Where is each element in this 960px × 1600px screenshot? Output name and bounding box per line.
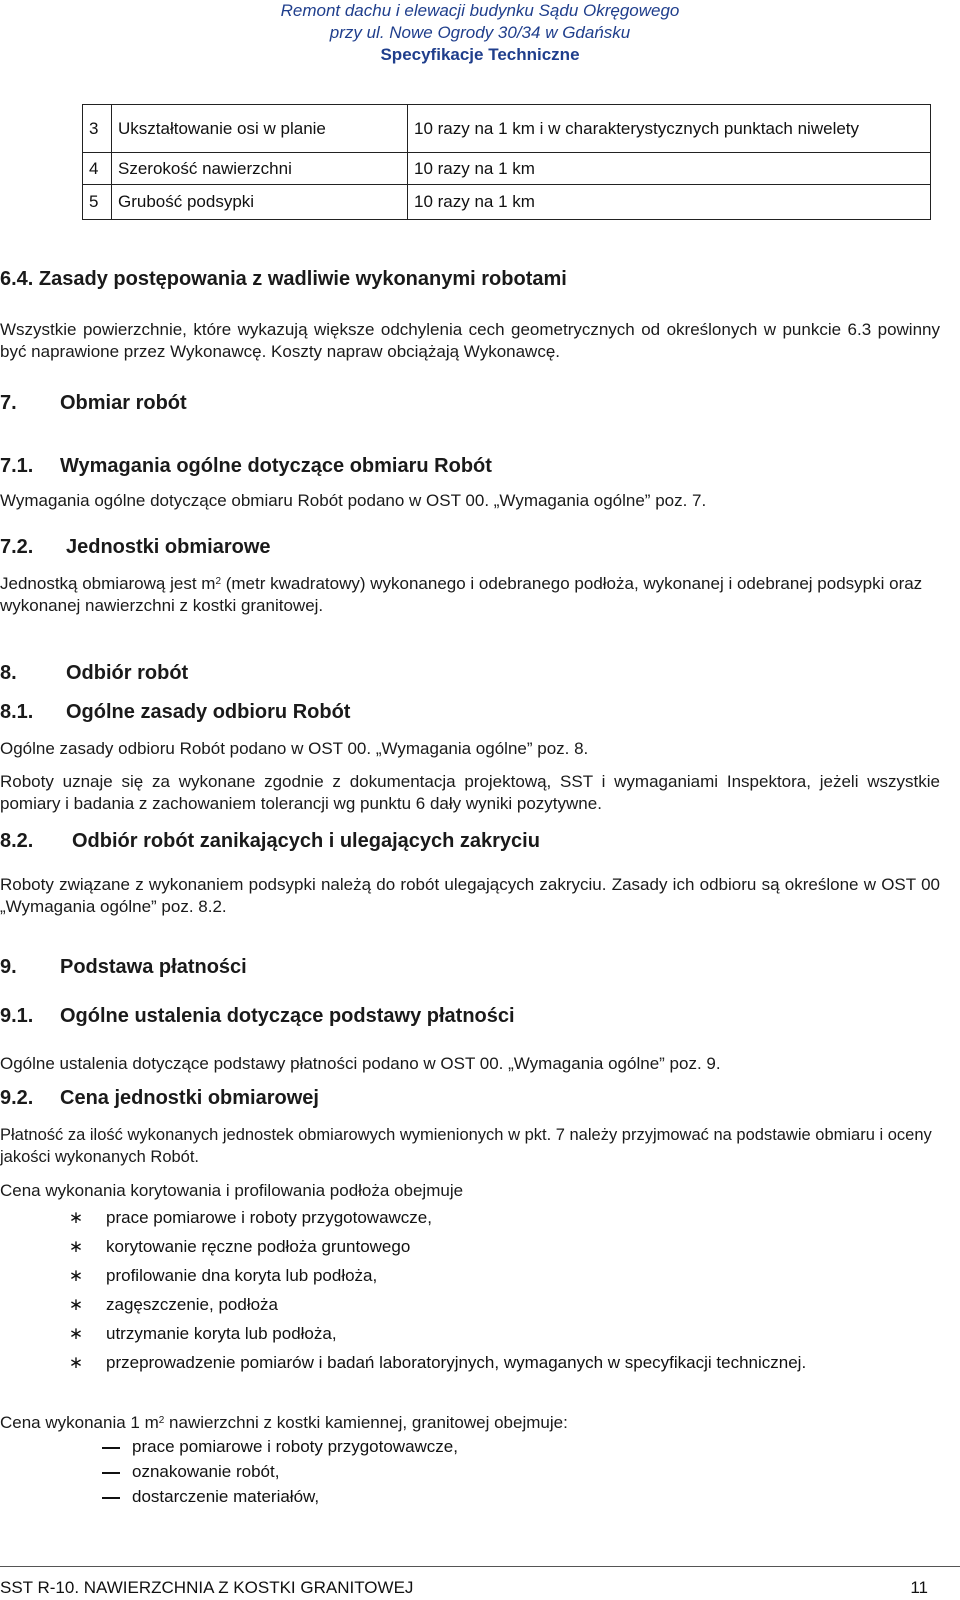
work-list-2 xyxy=(102,1436,458,1511)
section-number: 7.1. xyxy=(0,455,34,477)
section-9-heading xyxy=(0,956,247,979)
section-title: Jednostki obmiarowe xyxy=(66,536,271,558)
text-part: (metr kwadratowy) wykonanego i odebranego podłoża, wykonanej i odebranej podsypki oraz wykonanej nawierzchni z kostki granitowej. xyxy=(0,574,923,615)
text-part: Jednostką obmiarową jest m xyxy=(0,574,216,593)
row-name: Grubość podsypki xyxy=(112,185,408,220)
section-number: 7.2. xyxy=(0,536,34,558)
list-item-text: prace pomiarowe i roboty przygotowawcze, xyxy=(106,1208,432,1227)
list-item-text: dostarczenie materiałów, xyxy=(132,1487,320,1506)
text-part: nawierzchni z kostki kamiennej, granitowej obejmuje: xyxy=(164,1413,568,1432)
section-8-1-text-2: Roboty uznaje się za wykonane zgodnie z dokumentacja projektową, SST i wymaganiami Inspektora, jeżeli wszystkie pomiary i badania z zachowaniem tolerancji wg punktu 6 dały wyniki pozytywne. xyxy=(0,772,940,813)
header-line-2: przy ul. Nowe Ogrody 30/34 w Gdańsku xyxy=(329,23,631,42)
asterisk-icon: ∗ xyxy=(68,1353,84,1372)
list-item xyxy=(102,1461,458,1486)
row-number: 5 xyxy=(83,185,112,220)
section-number: 8.1. xyxy=(0,701,34,723)
section-8-2-text: Roboty związane z wykonaniem podsypki należą do robót ulegających zakryciu. Zasady ich odbioru są określone w OST 00 „Wymagania ogólne” poz. 8.2. xyxy=(0,875,940,916)
asterisk-icon: ∗ xyxy=(68,1295,84,1314)
dash-icon xyxy=(102,1472,120,1474)
list-item xyxy=(66,1352,806,1381)
section-title: Odbiór robót xyxy=(66,662,189,684)
list-item-text: utrzymanie koryta lub podłoża, xyxy=(106,1324,337,1343)
row-name: Szerokość nawierzchni xyxy=(112,153,408,185)
section-number: 7. xyxy=(0,392,17,414)
asterisk-icon: ∗ xyxy=(68,1208,84,1227)
tolerance-table xyxy=(82,104,931,220)
section-title: Odbiór robót zanikających i ulegających zakryciu xyxy=(72,830,540,852)
row-number: 4 xyxy=(83,153,112,185)
row-number: 3 xyxy=(83,105,112,153)
asterisk-icon: ∗ xyxy=(68,1266,84,1285)
row-name: Ukształtowanie osi w planie xyxy=(112,105,408,153)
header-line-1: Remont dachu i elewacji budynku Sądu Okręgowego xyxy=(280,1,680,20)
section-8-1-heading xyxy=(0,701,350,724)
section-title: Wymagania ogólne dotyczące obmiaru Robót xyxy=(60,455,492,477)
asterisk-icon: ∗ xyxy=(68,1237,84,1256)
list-item xyxy=(66,1207,806,1236)
work-list-1 xyxy=(66,1207,806,1381)
section-number: 8. xyxy=(0,662,17,684)
table-row xyxy=(83,153,931,185)
header-line-3: Specyfikacje Techniczne xyxy=(380,45,580,64)
section-8-heading xyxy=(0,662,188,685)
row-frequency: 10 razy na 1 km i w charakterystycznych punktach niwelety xyxy=(408,105,931,153)
table-row xyxy=(83,105,931,153)
list-item-text: oznakowanie robót, xyxy=(132,1462,280,1481)
dash-icon xyxy=(102,1497,120,1499)
list-item-text: zagęszczenie, podłoża xyxy=(106,1295,279,1314)
section-8-2-heading xyxy=(0,830,540,853)
section-number: 9.2. xyxy=(0,1087,34,1109)
section-number: 8.2. xyxy=(0,830,34,852)
row-frequency: 10 razy na 1 km xyxy=(408,153,931,185)
section-9-2-text-2: Cena wykonania korytowania i profilowania podłoża obejmuje xyxy=(0,1181,464,1200)
list-item xyxy=(102,1486,458,1511)
list-item xyxy=(66,1294,806,1323)
section-6-4-heading: 6.4. Zasady postępowania z wadliwie wykonanymi robotami xyxy=(0,268,567,290)
section-title: Cena jednostki obmiarowej xyxy=(60,1087,319,1109)
list-item xyxy=(66,1236,806,1265)
list-item-text: prace pomiarowe i roboty przygotowawcze, xyxy=(132,1437,458,1456)
section-7-2-text xyxy=(0,573,940,617)
section-9-2-heading xyxy=(0,1087,319,1110)
section-number: 9. xyxy=(0,956,17,978)
superscript: 2 xyxy=(158,1415,165,1426)
dash-icon xyxy=(102,1447,120,1449)
section-title: Ogólne ustalenia dotyczące podstawy płatności xyxy=(60,1005,515,1027)
row-frequency: 10 razy na 1 km xyxy=(408,185,931,220)
section-7-1-text: Wymagania ogólne dotyczące obmiaru Robót podano w OST 00. „Wymagania ogólne” poz. 7. xyxy=(0,491,707,510)
section-8-1-text-1: Ogólne zasady odbioru Robót podano w OST 00. „Wymagania ogólne” poz. 8. xyxy=(0,739,589,758)
table-row xyxy=(83,185,931,220)
section-number: 9.1. xyxy=(0,1005,34,1027)
section-6-4-text: Wszystkie powierzchnie, które wykazują większe odchylenia cech geometrycznych od określonych w punkcie 6.3 powinny być naprawione przez Wykonawcę. Koszty napraw obciążają Wykonawcę. xyxy=(0,320,940,361)
section-title: Obmiar robót xyxy=(60,392,187,414)
list-item xyxy=(66,1265,806,1294)
list-item xyxy=(66,1323,806,1352)
section-9-1-heading xyxy=(0,1005,515,1028)
section-title: Ogólne zasady odbioru Robót xyxy=(66,701,351,723)
list-item-text: profilowanie dna koryta lub podłoża, xyxy=(106,1266,378,1285)
section-title: Podstawa płatności xyxy=(60,956,247,978)
list-item xyxy=(102,1436,458,1461)
page-number: 11 xyxy=(910,1578,928,1597)
footer-divider xyxy=(0,1566,960,1567)
section-9-2-text-3 xyxy=(0,1412,568,1434)
section-9-1-text: Ogólne ustalenia dotyczące podstawy płatności podano w OST 00. „Wymagania ogólne” poz. 9. xyxy=(0,1054,721,1073)
footer-title: SST R-10. NAWIERZCHNIA Z KOSTKI GRANITOWEJ xyxy=(0,1578,414,1597)
asterisk-icon: ∗ xyxy=(68,1324,84,1343)
list-item-text: korytowanie ręczne podłoża gruntowego xyxy=(106,1237,411,1256)
superscript: 2 xyxy=(215,576,221,587)
list-item-text: przeprowadzenie pomiarów i badań laboratoryjnych, wymaganych w specyfikacji technicznej. xyxy=(106,1353,807,1372)
section-7-2-heading xyxy=(0,536,271,559)
text-part: Cena wykonania 1 m xyxy=(0,1413,159,1432)
section-7-heading xyxy=(0,392,187,415)
section-9-2-text-1: Płatność za ilość wykonanych jednostek obmiarowych wymienionych w pkt. 7 należy przyjmować na podstawie obmiaru i oceny jakości wykonanych Robót. xyxy=(0,1126,932,1166)
section-7-1-heading xyxy=(0,455,492,478)
